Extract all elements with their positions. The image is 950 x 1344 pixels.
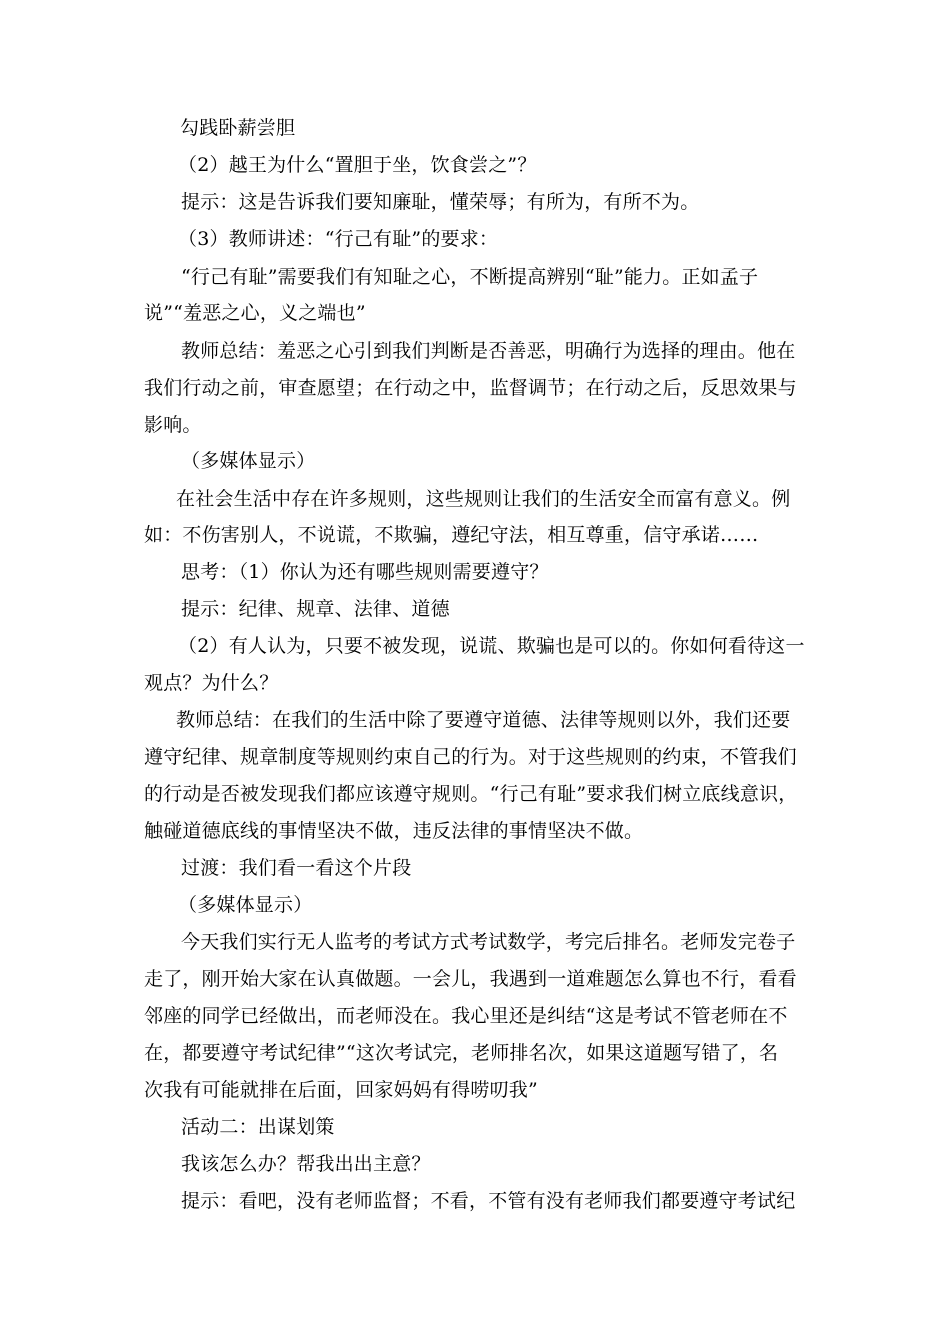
- text-line: 思考：（1）你认为还有哪些规则需要遵守？: [181, 561, 549, 583]
- text-line: 说”“羞恶之心，义之端也”: [144, 302, 366, 324]
- text-line: 教师总结：羞恶之心引到我们判断是否善恶，明确行为选择的理由。他在: [181, 340, 796, 362]
- text-line: 教师总结：在我们的生活中除了要遵守道德、法律等规则以外，我们还要: [176, 709, 791, 731]
- text-line: 影响。: [144, 414, 202, 436]
- text-line: 我们行动之前，审查愿望；在行动之中，监督调节；在行动之后，反思效果与: [144, 377, 797, 399]
- text-line: 我该怎么办？帮我出出主意？: [181, 1153, 431, 1175]
- text-line: 遵守纪律、规章制度等规则约束自己的行为。对于这些规则的约束，不管我们: [144, 746, 797, 768]
- text-line: 在，都要遵守考试纪律”“这次考试完，老师排名次，如果这道题写错了，名: [144, 1042, 779, 1064]
- text-line: 今天我们实行无人监考的考试方式考试数学，考完后排名。老师发完卷子: [181, 931, 796, 953]
- text-line: 提示：这是告诉我们要知廉耻，懂荣辱；有所为，有所不为。: [181, 191, 700, 213]
- text-line: 如：不伤害别人，不说谎，不欺骗，遵纪守法，相互尊重，信守承诺……: [144, 524, 759, 546]
- text-line: 次我有可能就排在后面，回家妈妈有得唠叨我”: [144, 1079, 538, 1101]
- text-line: （2）有人认为，只要不被发现，说谎、欺骗也是可以的。你如何看待这一: [178, 635, 805, 657]
- text-line: （多媒体显示）: [178, 894, 313, 916]
- text-line: 的行动是否被发现我们都应该遵守规则。“行己有耻”要求我们树立底线意识，: [144, 783, 798, 805]
- text-line: 提示：纪律、规章、法律、道德: [181, 598, 450, 620]
- text-line: 过渡：我们看一看这个片段: [181, 857, 412, 879]
- text-line: 观点？为什么？: [144, 672, 279, 694]
- text-line: 活动二：出谋划策: [181, 1116, 335, 1138]
- text-line: 提示：看吧，没有老师监督；不看，不管有没有老师我们都要遵守考试纪: [181, 1190, 796, 1212]
- text-line: 勾践卧薪尝胆: [180, 117, 296, 139]
- text-line: 邻座的同学已经做出，而老师没在。我心里还是纠结“这是考试不管老师在不: [144, 1005, 788, 1027]
- text-line: 在社会生活中存在许多规则，这些规则让我们的生活安全而富有意义。例: [176, 488, 791, 510]
- text-line: （3）教师讲述：“行己有耻”的要求：: [178, 228, 499, 250]
- text-line: 走了，刚开始大家在认真做题。一会儿，我遇到一道难题怎么算也不行，看看: [144, 968, 797, 990]
- text-line: （多媒体显示）: [181, 450, 316, 472]
- text-line: （2）越王为什么“置胆于坐，饮食尝之”？: [178, 154, 537, 176]
- text-line: “行己有耻”需要我们有知耻之心，不断提高辨别“耻”能力。正如孟子: [181, 266, 759, 288]
- text-line: 触碰道德底线的事情坚决不做，违反法律的事情坚决不做。: [144, 820, 644, 842]
